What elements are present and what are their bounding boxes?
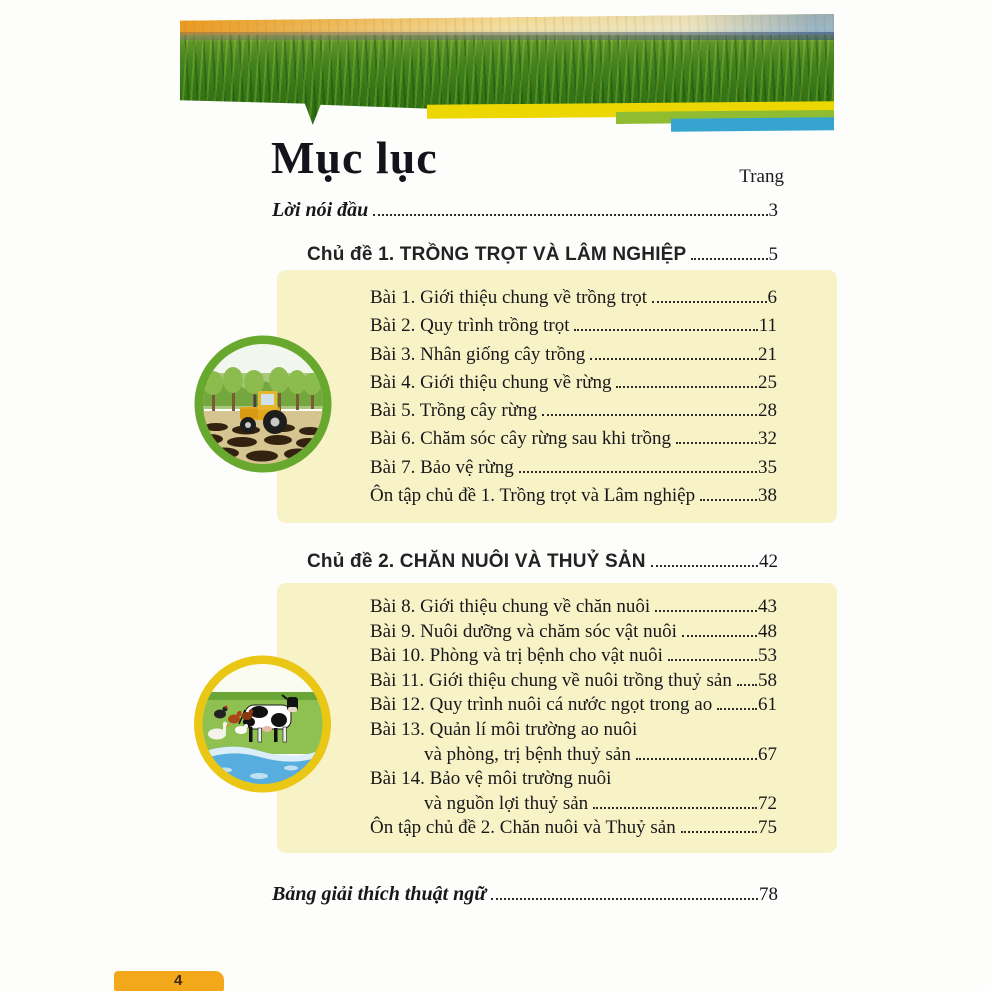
toc-item-label: Bài 14. Bảo vệ môi trường nuôi [370, 768, 612, 790]
toc-item-label: Bài 12. Quy trình nuôi cá nước ngọt trong ao [370, 694, 713, 716]
toc-item-page: 21 [758, 343, 777, 365]
toc-item [370, 670, 777, 695]
toc-item [370, 744, 777, 769]
toc-item-label: Bài 8. Giới thiệu chung về chăn nuôi [370, 596, 651, 617]
dotted-leader [676, 442, 757, 444]
toc-item-page: 11 [758, 315, 777, 337]
toc-item-page: 43 [758, 596, 777, 617]
toc-item-label: Bài 3. Nhân giống cây trồng [370, 343, 586, 365]
toc-item-label: Bài 9. Nuôi dưỡng và chăm sóc vật nuôi [370, 620, 677, 642]
toc-item-label: Ôn tập chủ đề 1. Trồng trọt và Lâm nghiệp [370, 485, 696, 507]
toc-item-page: 75 [758, 817, 777, 839]
toc-item-label: Bài 10. Phòng và trị bệnh cho vật nuôi [370, 645, 663, 667]
toc-item [370, 344, 777, 372]
toc-item-label: Bài 13. Quản lí môi trường ao nuôi [370, 718, 638, 740]
dotted-leader [519, 471, 757, 473]
toc-item [370, 719, 777, 744]
toc-item-label: Bài 11. Giới thiệu chung về nuôi trồng thuỷ sản [370, 669, 732, 691]
section-2-items [370, 596, 777, 842]
toc-section-1-heading [307, 244, 778, 266]
toc-item [370, 428, 777, 456]
toc-item [370, 315, 777, 343]
toc-item-label: Bài 1. Giới thiệu chung về trồng trọt [370, 287, 648, 308]
accent-stripe-blue [671, 117, 834, 131]
dotted-leader [593, 807, 757, 809]
toc-item [370, 457, 777, 485]
section-1-page: 5 [768, 244, 778, 265]
toc-item [370, 621, 777, 646]
toc-item-label: Bài 4. Giới thiệu chung về rừng [370, 371, 612, 393]
toc-item [370, 793, 777, 818]
toc-item-page: 58 [758, 669, 777, 691]
toc-item-label: Bài 2. Quy trình trồng trọt [370, 315, 570, 337]
section-2-title: Chủ đề 2. CHĂN NUÔI VÀ THUỶ SẢN [307, 551, 646, 572]
toc-item [370, 645, 777, 670]
glossary-label: Bảng giải thích thuật ngữ [272, 883, 487, 905]
section-2-highlight-box [277, 583, 837, 853]
section-2-page: 42 [759, 551, 778, 572]
toc-item-page: 6 [767, 287, 777, 308]
livestock-pond-illustration [189, 650, 336, 798]
toc-item-page: 38 [758, 485, 777, 507]
toc-item [370, 768, 777, 793]
section-1-title: Chủ đề 1. TRỒNG TRỌT VÀ LÂM NGHIỆP [307, 244, 687, 265]
dotted-leader [668, 659, 757, 661]
toc-item-page: 72 [758, 792, 777, 814]
folio-number: 4 [174, 972, 183, 989]
dotted-leader [373, 214, 767, 216]
glossary-page: 78 [759, 884, 778, 905]
dotted-leader [652, 301, 766, 303]
dotted-leader [616, 386, 757, 388]
toc-item-page: 32 [758, 428, 777, 450]
dotted-leader [717, 708, 757, 710]
toc-item [370, 817, 777, 842]
toc-item [370, 485, 777, 513]
frontmatter-page: 3 [768, 200, 778, 221]
toc-item-page: 53 [758, 645, 777, 667]
toc-item-page: 67 [758, 743, 777, 765]
toc-entry-glossary [272, 883, 778, 906]
dotted-leader [737, 684, 757, 686]
toc-item [370, 694, 777, 719]
page-title: Mục lục [271, 132, 438, 183]
folio-bar [114, 971, 224, 991]
toc-entry-frontmatter [272, 199, 778, 222]
toc-item [370, 372, 777, 400]
toc-section-2-heading [307, 551, 778, 573]
dotted-leader [590, 358, 757, 360]
frontmatter-label: Lời nói đầu [272, 199, 369, 221]
dotted-leader [491, 898, 758, 900]
toc-item-page: 28 [758, 400, 777, 422]
dotted-leader [691, 258, 767, 260]
section-1-highlight-box [277, 270, 837, 523]
toc-item-page: 35 [758, 456, 777, 478]
dotted-leader [700, 499, 757, 501]
toc-item-label: Bài 6. Chăm sóc cây rừng sau khi trồng [370, 428, 672, 450]
dotted-leader [636, 758, 757, 760]
toc-item-page: 61 [758, 694, 777, 716]
toc-item [370, 400, 777, 428]
toc-item-label: và phòng, trị bệnh thuỷ sản [424, 743, 631, 765]
toc-item [370, 596, 777, 621]
toc-item-page: 48 [758, 620, 777, 642]
dotted-leader [682, 635, 757, 637]
toc-item-page: 25 [758, 371, 777, 393]
toc-item-label: Bài 7. Bảo vệ rừng [370, 456, 514, 478]
dotted-leader [574, 329, 757, 331]
toc-item [370, 287, 777, 315]
forest-tractor-illustration [190, 331, 336, 477]
toc-item-label: Bài 5. Trồng cây rừng [370, 400, 538, 422]
dotted-leader [651, 565, 758, 567]
dotted-leader [542, 414, 757, 416]
section-1-items [370, 287, 777, 513]
dotted-leader [681, 831, 757, 833]
toc-item-label: Ôn tập chủ đề 2. Chăn nuôi và Thuỷ sản [370, 817, 676, 839]
page-column-label: Trang [739, 166, 784, 187]
dotted-leader [655, 610, 757, 612]
toc-item-label: và nguồn lợi thuỷ sản [424, 792, 589, 814]
